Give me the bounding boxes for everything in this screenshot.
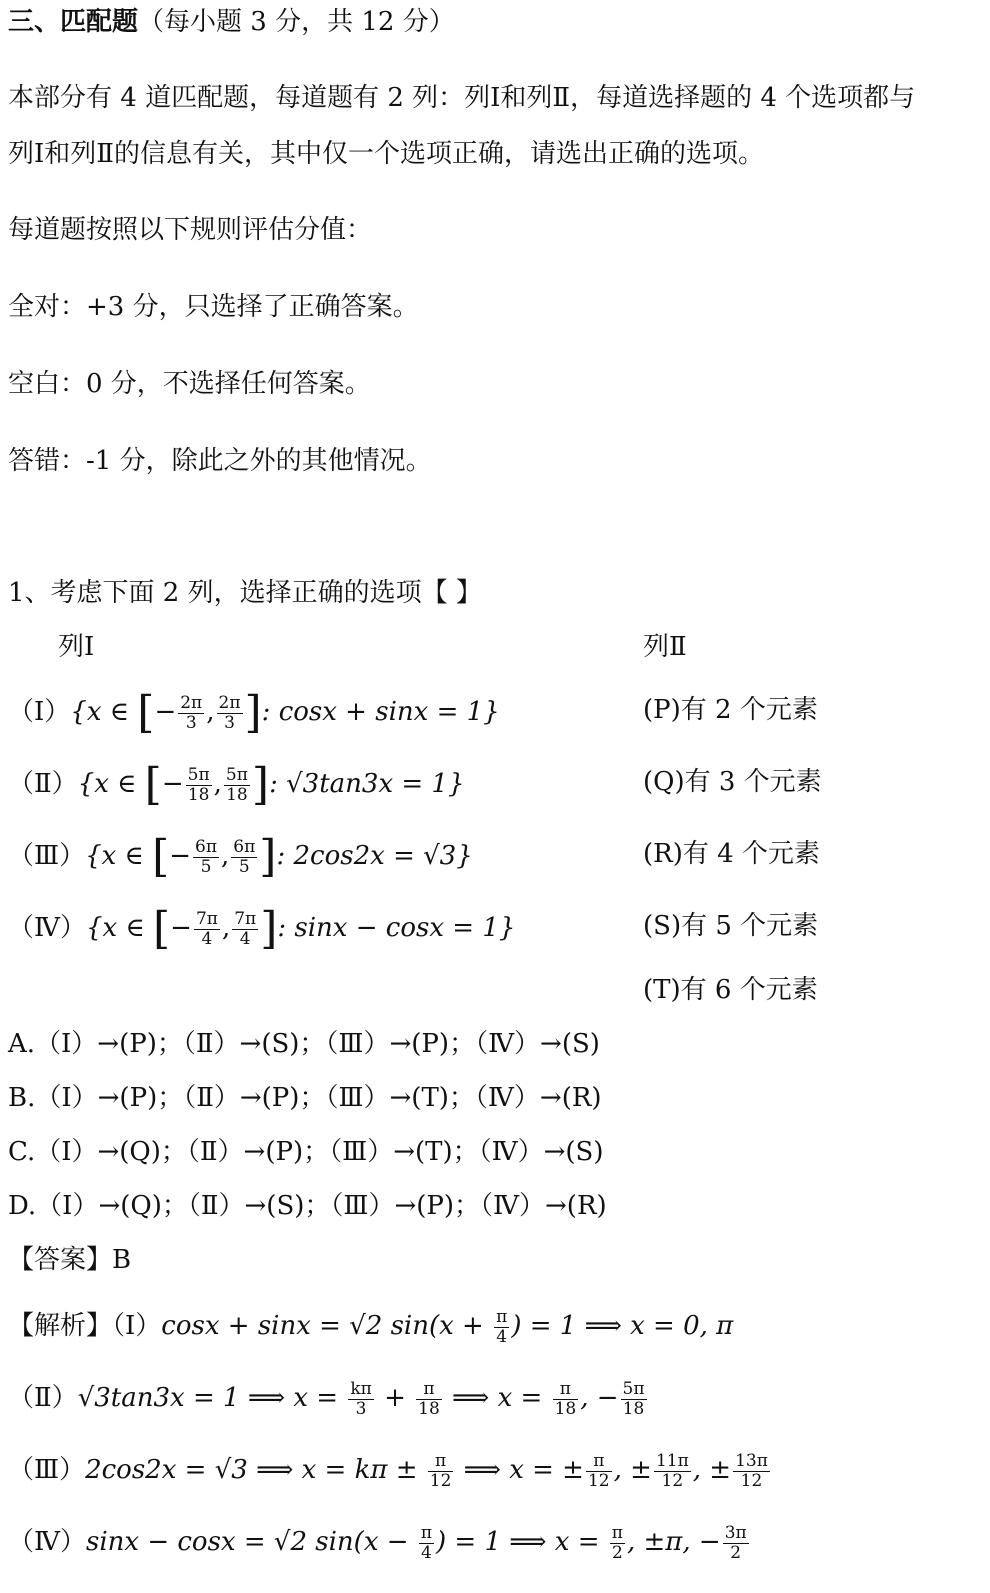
- col1-header: 列Ⅰ: [58, 632, 95, 662]
- col2-item-q: (Q)有 3 个元素: [643, 767, 822, 797]
- analysis-label: 【解析】: [8, 1311, 113, 1341]
- rules-title: 每道题按照以下规则评估分值：: [8, 215, 373, 245]
- option-b: B.（Ⅰ）→(P)；（Ⅱ）→(P)；（Ⅲ）→(T)；（Ⅳ）→(R): [8, 1083, 602, 1113]
- intro-line-2: 列Ⅰ和列Ⅱ的信息有关，其中仅一个选项正确，请选出正确的选项。: [8, 139, 764, 169]
- col1-item-3: （Ⅲ）{x ∈ [− $\frac{6\pi}{5}$ , $\frac{6\pi}{5}$ ]: 2cos2x = √3}: [8, 831, 473, 882]
- col2-item-r: (R)有 4 个元素: [643, 839, 820, 869]
- section-title-note: （每小题 3 分，共 12 分）: [138, 7, 455, 37]
- col1-item-4: （Ⅳ）{x ∈ [− $\frac{7\pi}{4}$ , $\frac{7\pi}{4}$ ]: sinx − cosx = 1}: [8, 903, 516, 954]
- answer-label: 【答案】: [8, 1245, 113, 1275]
- option-a: A.（Ⅰ）→(P)；（Ⅱ）→(S)；（Ⅲ）→(P)；（Ⅳ）→(S): [8, 1029, 600, 1059]
- rule-blank: 空白：0 分，不选择任何答案。: [8, 369, 371, 399]
- analysis-line-4: （Ⅳ）sinx − cosx = √2 sin(x − $\frac{\pi}{4}$ ) = 1 ⟹ x = $\frac{\pi}{2}$ , ±π, − $\frac{3\pi}{2}$: [8, 1522, 747, 1563]
- intro-line-1: 本部分有 4 道匹配题，每道题有 2 列：列Ⅰ和列Ⅱ，每道选择题的 4 个选项都与: [8, 83, 916, 113]
- col2-item-t: (T)有 6 个元素: [643, 975, 818, 1005]
- rule-full: 全对：+3 分，只选择了正确答案。: [8, 292, 419, 322]
- col2-header: 列Ⅱ: [643, 632, 687, 662]
- analysis-line-3: （Ⅲ）2cos2x = √3 ⟹ x = kπ ± $\frac{\pi}{12}$ ⟹ x = ± $\frac{\pi}{12}$ , ± $\frac{11\pi}{12}$ , ± $\frac{13\pi}{12}$: [8, 1450, 768, 1491]
- option-c: C.（Ⅰ）→(Q)；（Ⅱ）→(P)；（Ⅲ）→(T)；（Ⅳ）→(S): [8, 1137, 604, 1167]
- rule-wrong: 答错：-1 分，除此之外的其他情况。: [8, 446, 432, 476]
- question-stem: 1、考虑下面 2 列，选择正确的选项【 】: [8, 578, 482, 608]
- analysis-line-1: 【解析】（Ⅰ）cosx + sinx = √2 sin(x + $\frac{\pi}{4}$ ) = 1 ⟹ x = 0, π: [8, 1306, 734, 1347]
- section-heading: [8, 2, 455, 42]
- col2-item-p: (P)有 2 个元素: [643, 695, 818, 725]
- analysis-line-2: （Ⅱ）√3tan3x = 1 ⟹ x = $\frac{k\pi}{3}$ + $\frac{\pi}{18}$ ⟹ x = $\frac{\pi}{18}$ , − $\frac{5\pi}{18}$: [8, 1378, 645, 1419]
- answer-line: [8, 1240, 131, 1280]
- answer-value: B: [112, 1245, 132, 1275]
- col1-item-1: （Ⅰ）{x ∈ [− $\frac{2\pi}{3}$ , $\frac{2\pi}{3}$ ]: cosx + sinx = 1}: [8, 687, 500, 738]
- option-d: D.（Ⅰ）→(Q)；（Ⅱ）→(S)；（Ⅲ）→(P)；（Ⅳ）→(R): [8, 1191, 607, 1221]
- section-title: 三、匹配题: [8, 7, 139, 37]
- col1-item-2: （Ⅱ）{x ∈ [− $\frac{5\pi}{18}$ , $\frac{5\pi}{18}$ ]: √3tan3x = 1}: [8, 759, 465, 810]
- col2-item-s: (S)有 5 个元素: [643, 911, 819, 941]
